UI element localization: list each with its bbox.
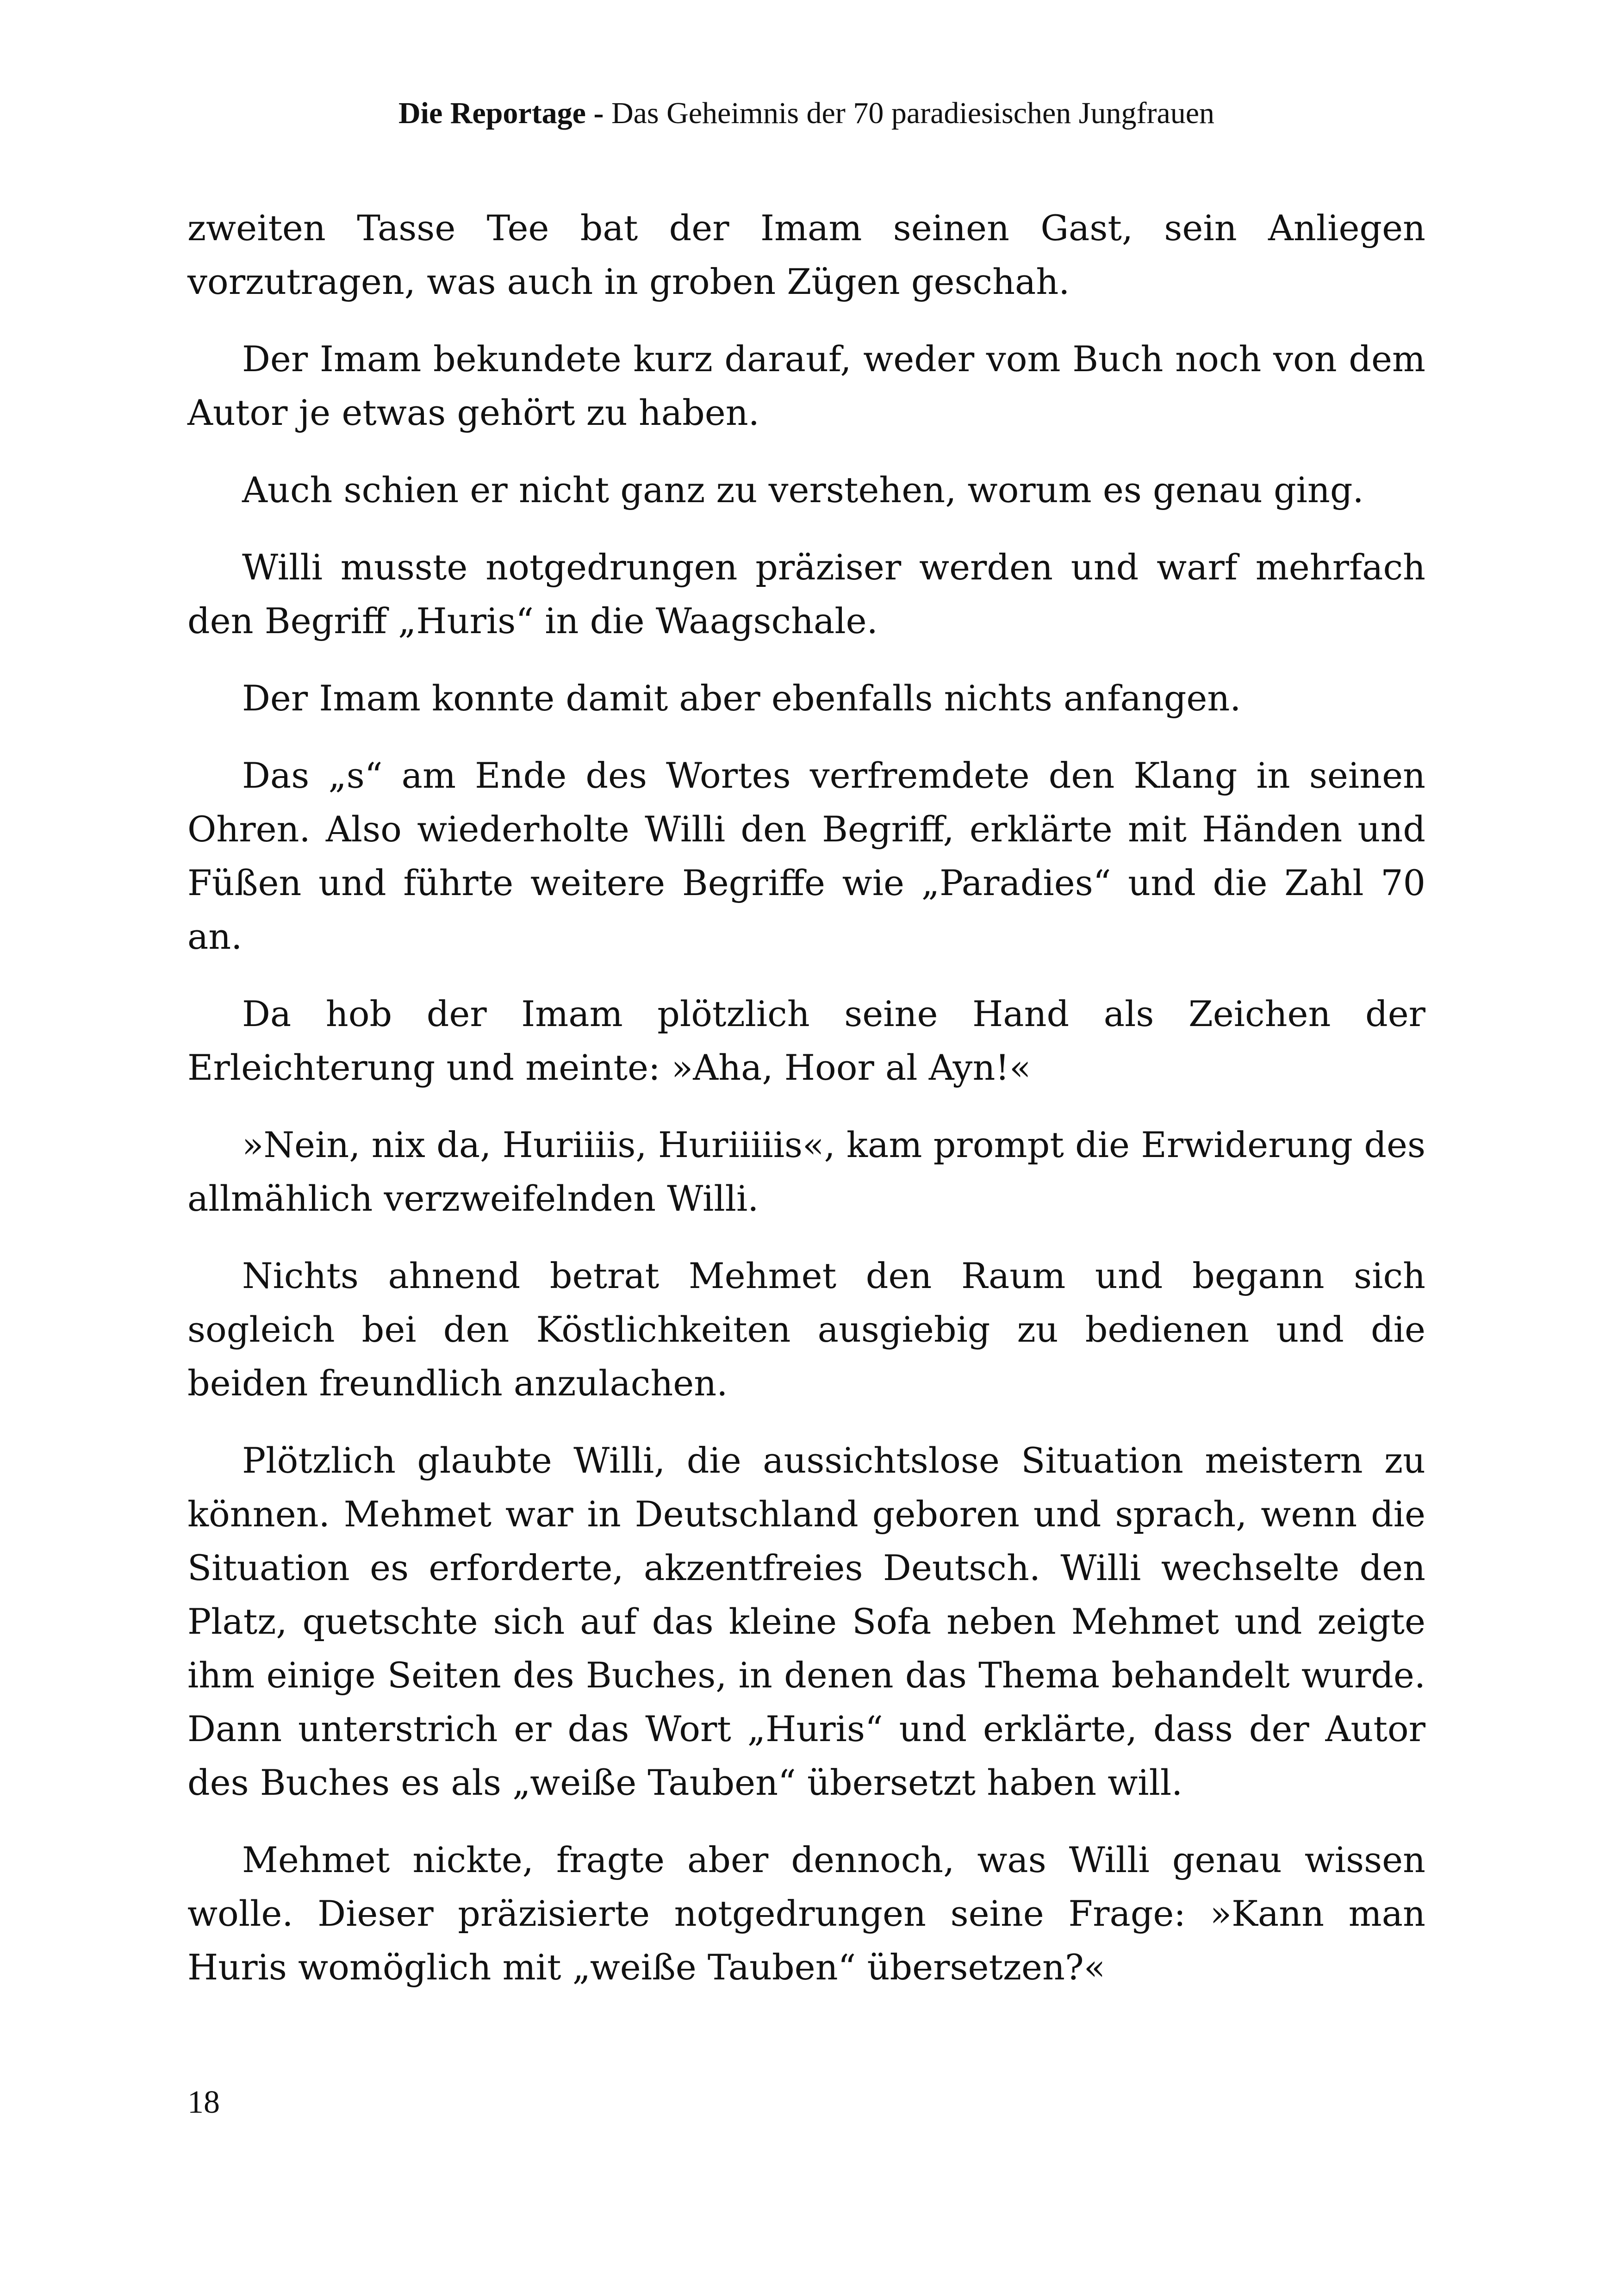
- paragraph: Mehmet nickte, fragte aber dennoch, was Willi genau wissen wolle. Dieser präzisierte notgedrungen seine Frage: »Kann man Huris womöglich mit „weiße Tauben“ übersetzen?«: [187, 1839, 1425, 1988]
- paragraph: »Nein, nix da, Huriiiis, Huriiiiis«, kam prompt die Erwiderung des allmählich verzweifelnden Willi.: [187, 1124, 1425, 1219]
- paragraph: Willi musste notgedrungen präziser werden und warf mehrfach den Begriff „Huris“ in die Waagschale.: [187, 547, 1425, 641]
- paragraph: Auch schien er nicht ganz zu verstehen, worum es genau ging.: [242, 469, 1364, 510]
- header-book-title: Das Geheimnis der 70 paradiesischen Jungfrauen: [611, 96, 1215, 130]
- paragraph: Der Imam konnte damit aber ebenfalls nichts anfangen.: [242, 678, 1241, 719]
- header-section-title: Die Reportage -: [398, 96, 604, 130]
- body-text: [187, 201, 1425, 2018]
- page-number: 18: [187, 2084, 220, 2120]
- paragraph: zweiten Tasse Tee bat der Imam seinen Gast, sein Anliegen vorzutragen, was auch in groben Zügen geschah.: [187, 207, 1425, 302]
- paragraph: Der Imam bekundete kurz darauf, weder vom Buch noch von dem Autor je etwas gehört zu haben.: [187, 338, 1425, 433]
- running-header: [187, 93, 1425, 134]
- paragraph: Da hob der Imam plötzlich seine Hand als Zeichen der Erleichterung und meinte: »Aha, Hoor al Ayn!«: [187, 993, 1425, 1088]
- paragraph: Nichts ahnend betrat Mehmet den Raum und begann sich sogleich bei den Köstlichkeiten ausgiebig zu bedienen und die beiden freundlich anzulachen.: [187, 1255, 1425, 1404]
- paragraph: Das „s“ am Ende des Wortes verfremdete den Klang in seinen Ohren. Also wiederholte Willi den Begriff, erklärte mit Händen und Füßen und führte weitere Begriffe wie „Paradies“ und die Zahl 70 an.: [187, 755, 1425, 957]
- paragraph: Plötzlich glaubte Willi, die aussichtslose Situation meistern zu können. Mehmet war in Deutschland geboren und sprach, wenn die Situation es erforderte, akzentfreies Deutsch. Willi wechselte den Platz, quetschte sich auf das kleine Sofa neben Mehmet und zeigte ihm einige Seiten des Buches, in denen das Thema behandelt wurde. Dann unterstrich er das Wort „Huris“ und erklärte, dass der Autor des Buches es als „weiße Tauben“ übersetzt haben will.: [187, 1440, 1425, 1803]
